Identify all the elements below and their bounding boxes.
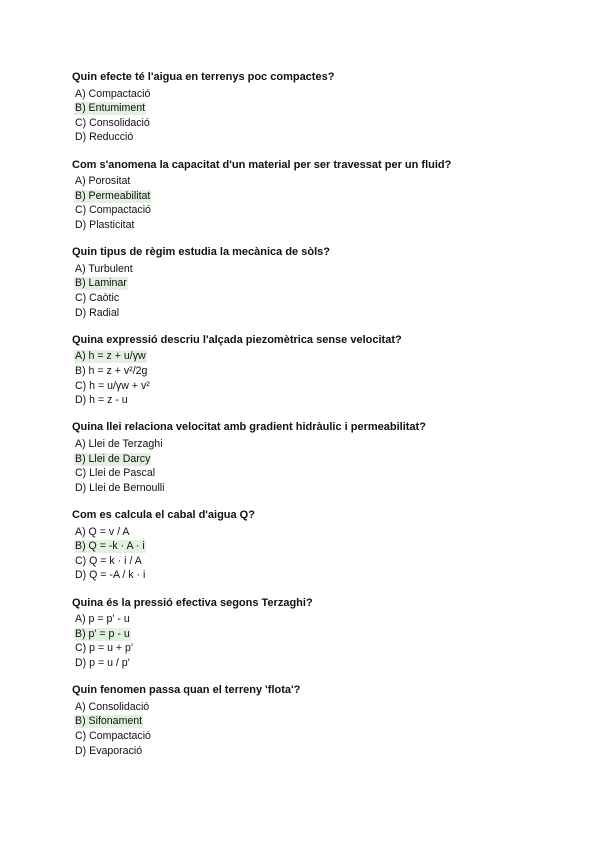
answer-option-label: A) h = z + u/γw <box>75 350 146 363</box>
answer-option-correct <box>72 189 552 204</box>
answer-option <box>72 437 552 452</box>
answer-option-correct <box>72 101 552 116</box>
answer-option-label: A) Q = v / A <box>75 525 130 538</box>
answer-option-label: D) Plasticitat <box>75 218 135 231</box>
answer-option <box>72 364 552 379</box>
answer-option-label: A) Consolidació <box>75 700 150 713</box>
answer-option <box>72 525 552 540</box>
answer-option-label: B) p' = p - u <box>75 627 130 640</box>
answer-option <box>72 641 552 656</box>
answer-option-label: A) Turbulent <box>75 262 133 275</box>
answer-options <box>72 437 552 495</box>
answer-option-label: D) Q = -A / k · i <box>75 569 146 582</box>
question-block <box>72 420 552 508</box>
question-title: Com es calcula el cabal d'aigua Q? <box>72 508 255 521</box>
answer-option <box>72 306 552 321</box>
answer-option-label: B) Q = -k · A · i <box>75 540 145 553</box>
question-block <box>72 683 552 771</box>
quiz-list <box>72 70 552 771</box>
answer-option-label: D) p = u / p' <box>75 656 130 669</box>
answer-option-label: A) p = p' - u <box>75 613 130 626</box>
question-block <box>72 70 552 158</box>
question-block <box>72 245 552 333</box>
answer-options <box>72 174 552 232</box>
answer-option-label: C) Consolidació <box>75 116 150 129</box>
answer-option <box>72 87 552 102</box>
answer-option <box>72 466 552 481</box>
answer-option <box>72 203 552 218</box>
question-block <box>72 158 552 246</box>
question-title: Quin efecte té l'aigua en terrenys poc compactes? <box>72 71 335 83</box>
question-title: Quina és la pressió efectiva segons Terzaghi? <box>72 596 313 609</box>
question-title: Com s'anomena la capacitat d'un material per ser travessat per un fluid? <box>72 158 452 171</box>
answer-option <box>72 393 552 408</box>
answer-option <box>72 379 552 394</box>
answer-options <box>72 700 552 758</box>
answer-option-label: D) Llei de Bernoulli <box>75 481 165 494</box>
answer-option-label: B) Laminar <box>75 277 127 290</box>
answer-option-label: C) Compactació <box>75 204 151 217</box>
answer-option-label: C) Compactació <box>75 729 151 742</box>
answer-option <box>72 218 552 233</box>
question-title: Quina expressió descriu l'alçada piezomètrica sense velocitat? <box>72 333 402 346</box>
question-block <box>72 508 552 596</box>
answer-option-correct <box>72 452 552 467</box>
answer-options <box>72 349 552 407</box>
question-block <box>72 596 552 684</box>
answer-option <box>72 262 552 277</box>
answer-option <box>72 656 552 671</box>
answer-option <box>72 130 552 145</box>
answer-option-label: C) Q = k · i / A <box>75 554 142 567</box>
answer-option-label: A) Compactació <box>75 87 151 100</box>
answer-option-correct <box>72 714 552 729</box>
answer-option <box>72 700 552 715</box>
answer-options <box>72 525 552 583</box>
answer-option-label: C) p = u + p' <box>75 642 133 655</box>
answer-option-label: A) Porositat <box>75 175 131 188</box>
answer-option <box>72 568 552 583</box>
answer-option-label: D) Reducció <box>75 131 134 144</box>
question-title: Quina llei relaciona velocitat amb gradient hidràulic i permeabilitat? <box>72 421 426 434</box>
answer-option <box>72 291 552 306</box>
answer-options <box>72 262 552 320</box>
answer-option <box>72 554 552 569</box>
answer-options <box>72 87 552 145</box>
answer-option <box>72 612 552 627</box>
answer-option-correct <box>72 539 552 554</box>
answer-option <box>72 174 552 189</box>
question-block <box>72 333 552 421</box>
answer-option-label: B) Entumiment <box>75 102 146 115</box>
answer-option-correct <box>72 276 552 291</box>
answer-option-label: B) Permeabilitat <box>75 189 151 202</box>
answer-option-label: C) Caòtic <box>75 291 120 304</box>
answer-option-label: D) Radial <box>75 306 120 319</box>
question-title: Quin tipus de règim estudia la mecànica de sòls? <box>72 246 330 259</box>
answer-option-correct <box>72 627 552 642</box>
answer-option-correct <box>72 349 552 364</box>
answer-options <box>72 612 552 670</box>
answer-option-label: D) h = z - u <box>75 394 128 407</box>
answer-option-label: C) h = u/γw + v² <box>75 379 150 392</box>
answer-option <box>72 116 552 131</box>
answer-option-label: D) Evaporació <box>75 744 143 757</box>
answer-option-label: C) Llei de Pascal <box>75 467 156 480</box>
answer-option <box>72 729 552 744</box>
answer-option-label: B) Llei de Darcy <box>75 452 151 465</box>
answer-option-label: A) Llei de Terzaghi <box>75 437 163 450</box>
answer-option <box>72 481 552 496</box>
answer-option-label: B) h = z + v²/2g <box>75 364 148 377</box>
question-title: Quin fenomen passa quan el terreny 'flota'? <box>72 684 301 697</box>
answer-option <box>72 744 552 759</box>
answer-option-label: B) Sifonament <box>75 715 143 728</box>
